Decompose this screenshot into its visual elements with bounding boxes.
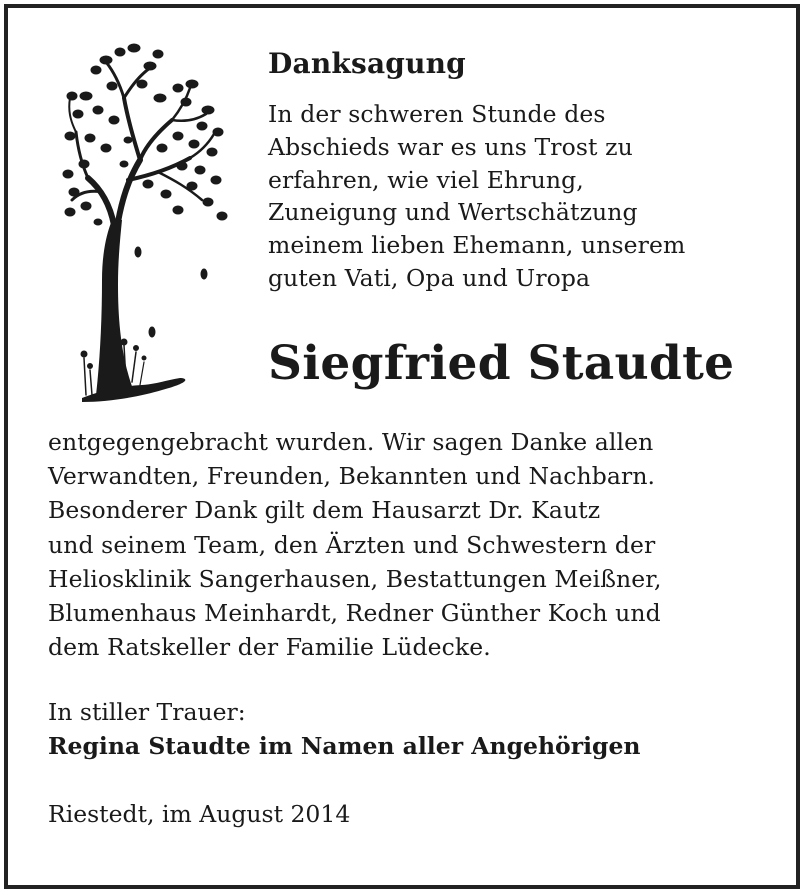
- notice-heading: Danksagung: [268, 47, 466, 80]
- mourning-label: In stiller Trauer:: [48, 698, 246, 726]
- place-date: Riestedt, im August 2014: [48, 800, 351, 828]
- intro-text: [268, 98, 685, 295]
- body-line: Besonderer Dank gilt dem Hausarzt Dr. Kautz: [48, 496, 601, 525]
- intro-line: meinem lieben Ehemann, unserem: [268, 231, 686, 260]
- intro-line: guten Vati, Opa und Uropa: [268, 263, 591, 292]
- body-line: Verwandten, Freunden, Bekannten und Nachbarn.: [48, 462, 656, 491]
- body-line: und seinem Team, den Ärzten und Schwestern der: [48, 530, 656, 559]
- intro-line: Abschieds war es uns Trost zu: [268, 132, 633, 161]
- intro-line: Zuneigung und Wertschätzung: [268, 198, 638, 227]
- intro-line: erfahren, wie viel Ehrung,: [268, 165, 584, 194]
- body-line: entgegengebracht wurden. Wir sagen Danke allen: [48, 428, 654, 456]
- deceased-name: Siegfried Staudte: [268, 336, 735, 391]
- body-line: dem Ratskeller der Familie Lüdecke.: [48, 633, 491, 662]
- mourners-signature: Regina Staudte im Namen aller Angehörigen: [48, 732, 641, 760]
- tree-with-falling-leaves-icon: [62, 40, 237, 410]
- body-text: [48, 425, 662, 664]
- body-line: Blumenhaus Meinhardt, Redner Günther Koch und: [48, 599, 661, 628]
- body-line: Heliosklinik Sangerhausen, Bestattungen Meißner,: [48, 564, 662, 593]
- intro-line: In der schweren Stunde des: [268, 100, 606, 128]
